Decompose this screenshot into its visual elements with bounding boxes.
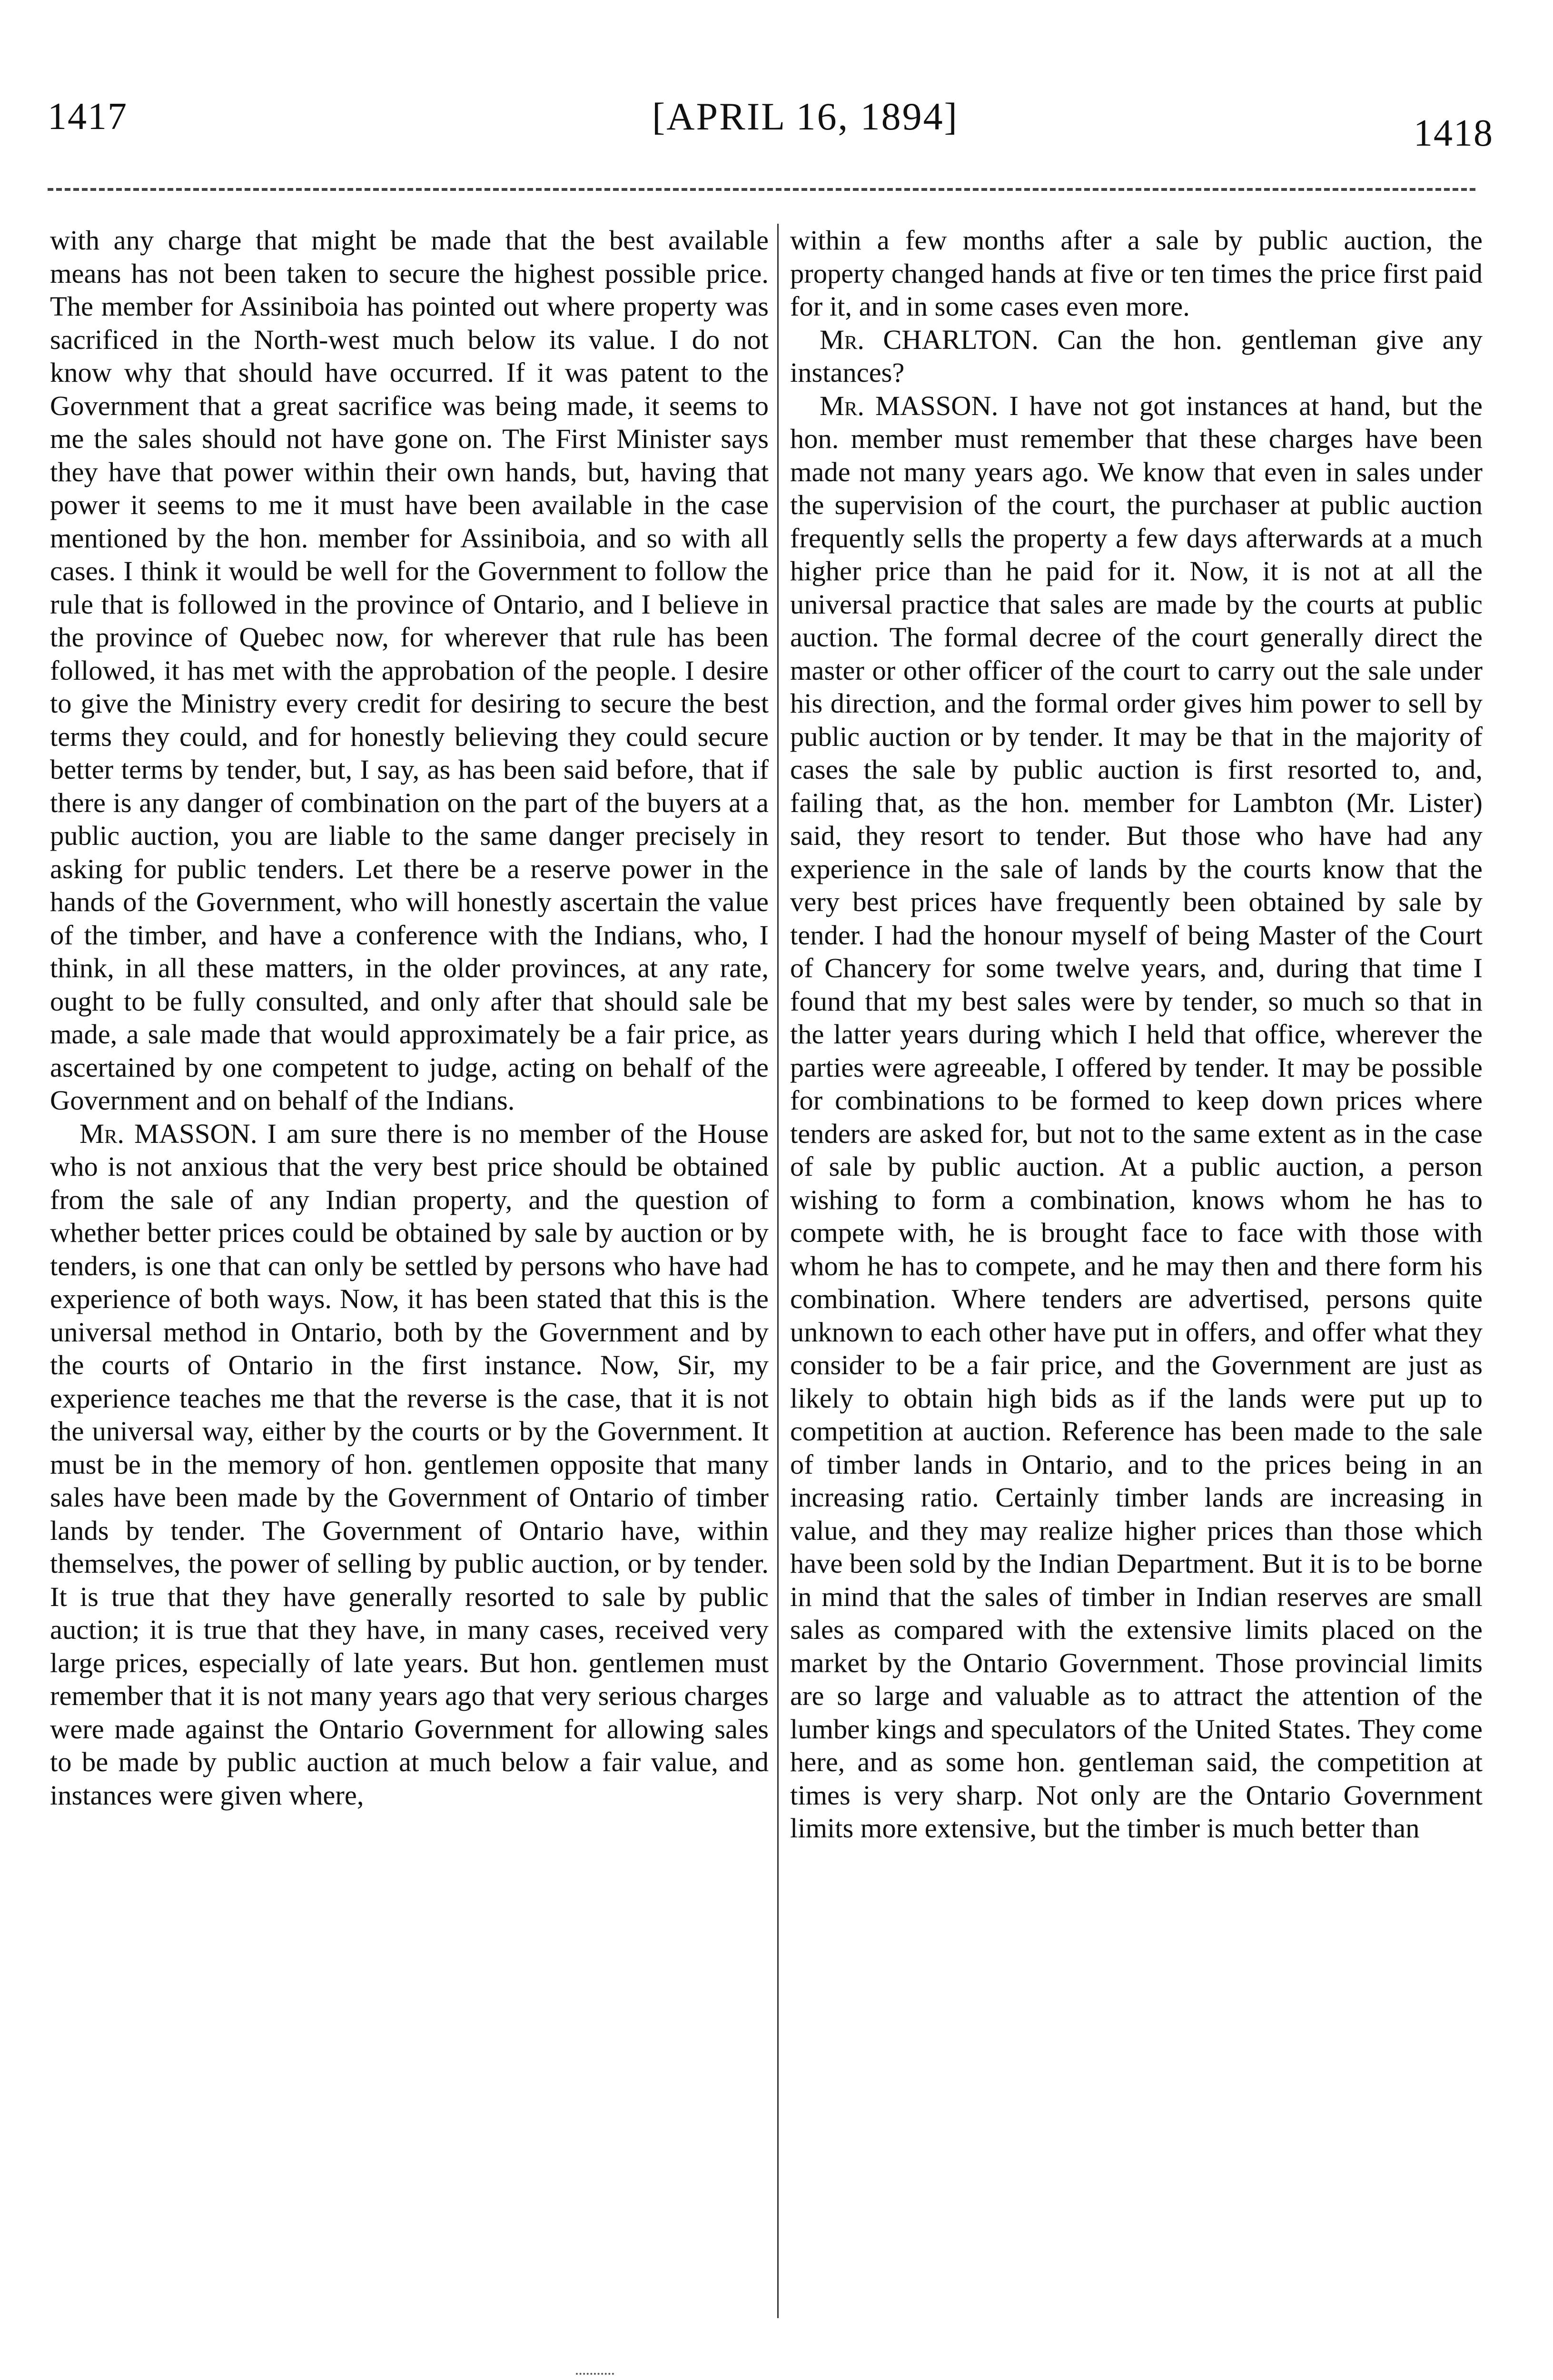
right-column: [790, 224, 1483, 1845]
speech-text: I am sure there is no member of the House who is not anxious that the very best price should be obtained from the sale of any Indian property, and the question of whether better prices could be obtained by sale by auction or by tenders, is one that can only be settled by persons who have had experience of both ways. Now, it has been stated that this is the universal method in Ontario, both by the Government and by the courts of Ontario in the first instance. Now, Sir, my experience teaches me that the reverse is the case, that it is not the universal way, either by the courts or by the Government. It must be in the memory of hon. gentlemen opposite that many sales have been made by the Government of Ontario of timber lands by tender. The Government of Ontario have, within themselves, the power of selling by public auction, or by tender. It is true that they have generally resorted to sale by public auction; it is true that they have, in many cases, received very large prices, especially of late years. But hon. gentlemen must remember that it is not many years ago that very serious charges were made against the Ontario Government for allowing sales to be made by public auction at much below a fair value, and instances were given where,: [50, 1118, 769, 1811]
speaker-name: Mr. MASSON.: [79, 1118, 257, 1149]
page-date: [APRIL 16, 1894]: [652, 95, 959, 138]
paragraph: [790, 323, 1483, 389]
speech-text: Can the hon. gentleman give any instances?: [790, 324, 1483, 388]
left-page-number: 1417: [48, 96, 128, 138]
paragraph: [790, 389, 1483, 1845]
speaker-name: Mr. MASSON.: [820, 390, 999, 421]
speaker-name: Mr. CHARLTON.: [820, 324, 1039, 355]
column-divider: [777, 224, 779, 2318]
paragraph: with any charge that might be made that the best available means has not been taken to secure the highest possible price. The member for Assiniboia has pointed out where property was sacrificed in the North-west much below its value. I do not know why that should have occurred. If it was patent to the Government that a great sacrifice was being made, it seems to me the sales should not have gone on. The First Minister says they have that power within their own hands, but, having that power it seems to me it must have been available in the case mentioned by the hon. member for Assiniboia, and so with all cases. I think it would be well for the Government to follow the rule that is followed in the province of Ontario, and I believe in the province of Quebec now, for wherever that rule has been followed, it has met with the approbation of the people. I desire to give the Ministry every credit for desiring to secure the best terms they could, and for honestly believing they could secure better terms by tender, but, I say, as has been said before, that if there is any danger of combination on the part of the buyers at a public auction, you are liable to the same danger precisely in asking for public tenders. Let there be a reserve power in the hands of the Government, who will honestly ascertain the value of the timber, and have a conference with the Indians, who, I think, in all these matters, in the older provinces, at any rate, ought to be fully consulted, and only after that should sale be made, a sale made that would approximately be a fair price, as ascertained by one competent to judge, acting on behalf of the Government and on behalf of the Indians.: [50, 225, 769, 1116]
paragraph: within a few months after a sale by public auction, the property changed hands at five or ten times the price first paid for it, and in some cases even more.: [790, 225, 1483, 322]
footer-mark: [576, 2373, 614, 2378]
paragraph: [50, 1117, 769, 1812]
left-column: [50, 224, 769, 1812]
header-rule: [48, 188, 1475, 191]
speech-text: I have not got instances at hand, but the hon. member must remember that these charges have been made not many years ago. We know that even in sales under the supervision of the court, the purchaser at public auction frequently sells the property a few days afterwards at a much higher price than he paid for it. Now, it is not at all the universal practice that sales are made by the courts at public auction. The formal decree of the court generally direct the master or other officer of the court to carry out the sale under his direction, and the formal order gives him power to sell by public auction or by tender. It may be that in the majority of cases the sale by public auction is first resorted to, and, failing that, as the hon. member for Lambton (Mr. Lister) said, they resort to tender. But those who have had any experience in the sale of lands by the courts know that the very best prices have frequently been obtained by sale by tender. I had the honour myself of being Master of the Court of Chancery for some twelve years, and, during that time I found that my best sales were by tender, so much so that in the latter years during which I held that office, wherever the parties were agreeable, I offered by tender. It may be possible for combinations to be formed to keep down prices where tenders are asked for, but not to the same extent as in the case of sale by public auction. At a public auction, a person wishing to form a combination, knows whom he has to compete with, he is brought face to face with those with whom he has to compete, and he may then and there form his combination. Where tenders are advertised, persons quite unknown to each other have put in offers, and offer what they consider to be a fair price, and the Government are just as likely to obtain high bids as if the lands were put up to competition at auction. Reference has been made to the sale of timber lands in Ontario, and to the prices being in an increasing ratio. Certainly timber lands are increasing in value, and they may realize higher prices than those which have been sold by the Indian Department. But it is to be borne in mind that the sales of timber in Indian reserves are small sales as compared with the extensive limits placed on the market by the Ontario Government. Those provincial limits are so large and valuable as to attract the attention of the lumber kings and speculators of the United States. They come here, and as some hon. gentleman said, the competition at times is very sharp. Not only are the Ontario Government limits more extensive, but the timber is much better than: [790, 390, 1483, 1844]
page-header: [0, 0, 1553, 200]
right-page-number: 1418: [1414, 112, 1494, 154]
